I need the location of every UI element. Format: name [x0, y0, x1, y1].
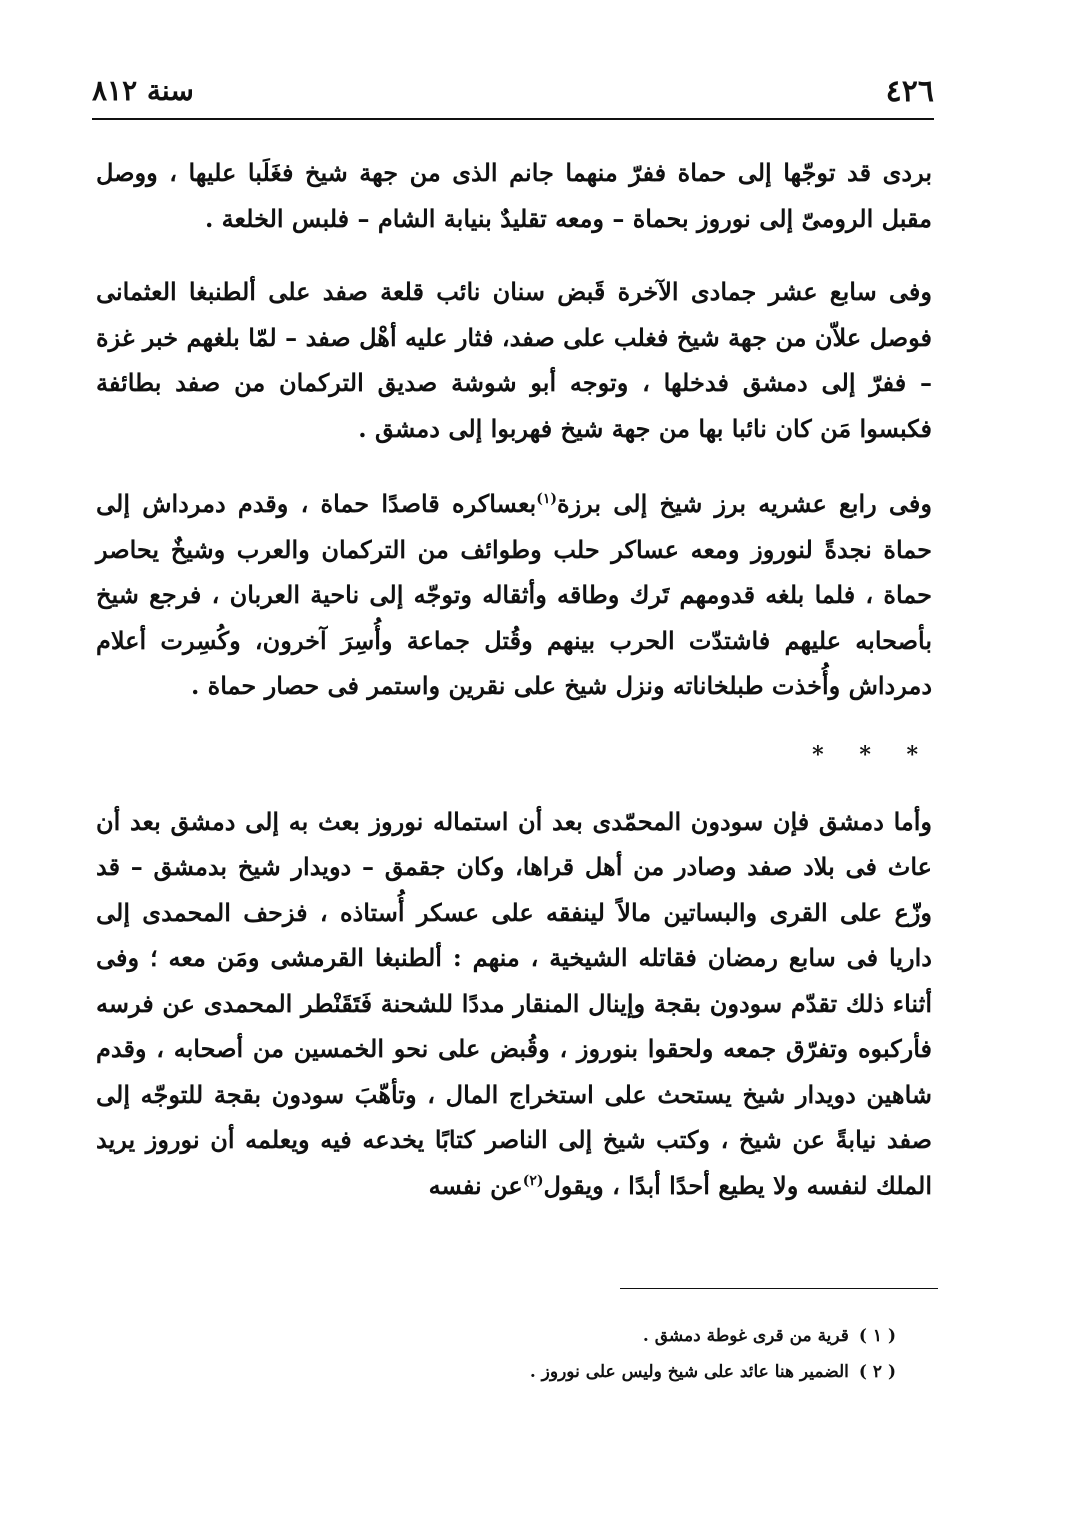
- main-text: [96, 150, 932, 1208]
- paragraph-1: بردى قد توجّها إلى حماة ففرّ منهما جانم الذى من جهة شيخ فغَلَبا عليها ، ووصل مقبل الرومىّ إلى نوروز بحماة – ومعه تقليدٌ بنيابة الشام – فلبس الخلعة .: [96, 158, 932, 233]
- page-header: [92, 72, 934, 118]
- footnote-ref-1: (١): [536, 491, 557, 507]
- paragraph-3-text-after: بعساكره قاصدًا حماة ، وقدم دمرداش إلى حماة نجدةً لنوروز ومعه عساكر حلب وطوائف من التركمان والعرب وشيخٌ يحاصر حماة ، فلما بلغه قدومهم تَرك وطاقه وأثقاله وتوجّه إلى ناحية العربان ، فرجع شيخ بأصحابه عليهم فاشتدّت الحرب بينهم وقُتل جماعة وأُسِرَ آخرون، وكُسِرت أعلام دمرداش وأُخذت طبلخاناته ونزل شيخ على نقرين واستمر فى حصار حماة .: [96, 489, 933, 700]
- paragraph-4-text-after: عن نفسه: [428, 1170, 523, 1200]
- footnote-1: [300, 1318, 896, 1354]
- header-rule: [92, 118, 934, 120]
- running-head-year: سنة ٨١٢: [92, 74, 194, 107]
- paragraph-4-text-before: وأما دمشق فإن سودون المحمّدى بعد أن استماله نوروز بعث به إلى دمشق بعد أن عاث فى بلاد صفد وصادر من أهل قراها، وكان جقمق – دويدار شيخ بدمشق – قد وزّع على القرى والبساتين مالاً لينفقه على عسكر أُستاذه ، فزحف المحمدى إلى داريا فى سابع رمضان فقاتله الشيخية ، منهم : ألطنبغا القرمشى ومَن معه ؛ وفى أثناء ذلك تقدّم سودون بقجة وإينال المنقار مددًا للشحنة فَتَقَنْطر المحمدى عن فرسه فأركبوه وتفرّق جمعه ولحقوا بنوروز ، وقُبض على نحو الخمسين من أصحابه ، وقدم شاهين دويدار شيخ يستحث على استخراج المال ، وتأهّبَ سودون بقجة للتوجّه إلى صفد نيابةً عن شيخ ، وكتب شيخ إلى الناصر كتابًا يخدعه فيه ويعلمه أن نوروز يريد الملك لنفسه ولا يطيع أحدًا أبدًا ، ويقول: [96, 806, 933, 1200]
- footnote-ref-2: (٢): [522, 1172, 544, 1189]
- paragraph-2: وفى سابع عشر جمادى الآخرة قَبض سنان نائب قلعة صفد على ألطنبغا العثمانى فوصل علاّن من جهة شيخ فغلب على صفد، فثار عليه أهْل صفد – لمّا بلغهم خبر غزة – ففرّ إلى دمشق فدخلها ، وتوجه أبو شوشة صديق التركمان من صفد بطائفة فكبسوا مَن كان نائبا بها من جهة شيخ فهربوا إلى دمشق .: [96, 277, 932, 443]
- footnote-2-number: ( ٢ ): [858, 1362, 896, 1382]
- footnote-1-number: ( ١ ): [858, 1326, 896, 1346]
- paragraph-4: [96, 799, 932, 1209]
- paragraph-3: [96, 481, 932, 709]
- footnote-2: [300, 1354, 896, 1390]
- footnotes: [300, 1318, 896, 1390]
- footnote-2-text: الضمير هنا عائد على شيخ وليس على نوروز .: [529, 1362, 849, 1382]
- footnote-rule: [620, 1288, 938, 1289]
- page-number: ٤٢٦: [885, 74, 934, 109]
- paragraph-3-text-before: وفى رابع عشريه برز شيخ إلى برزة: [557, 489, 932, 518]
- section-separator: * * *: [812, 741, 932, 768]
- footnote-1-text: قرية من قرى غوطة دمشق .: [642, 1326, 849, 1346]
